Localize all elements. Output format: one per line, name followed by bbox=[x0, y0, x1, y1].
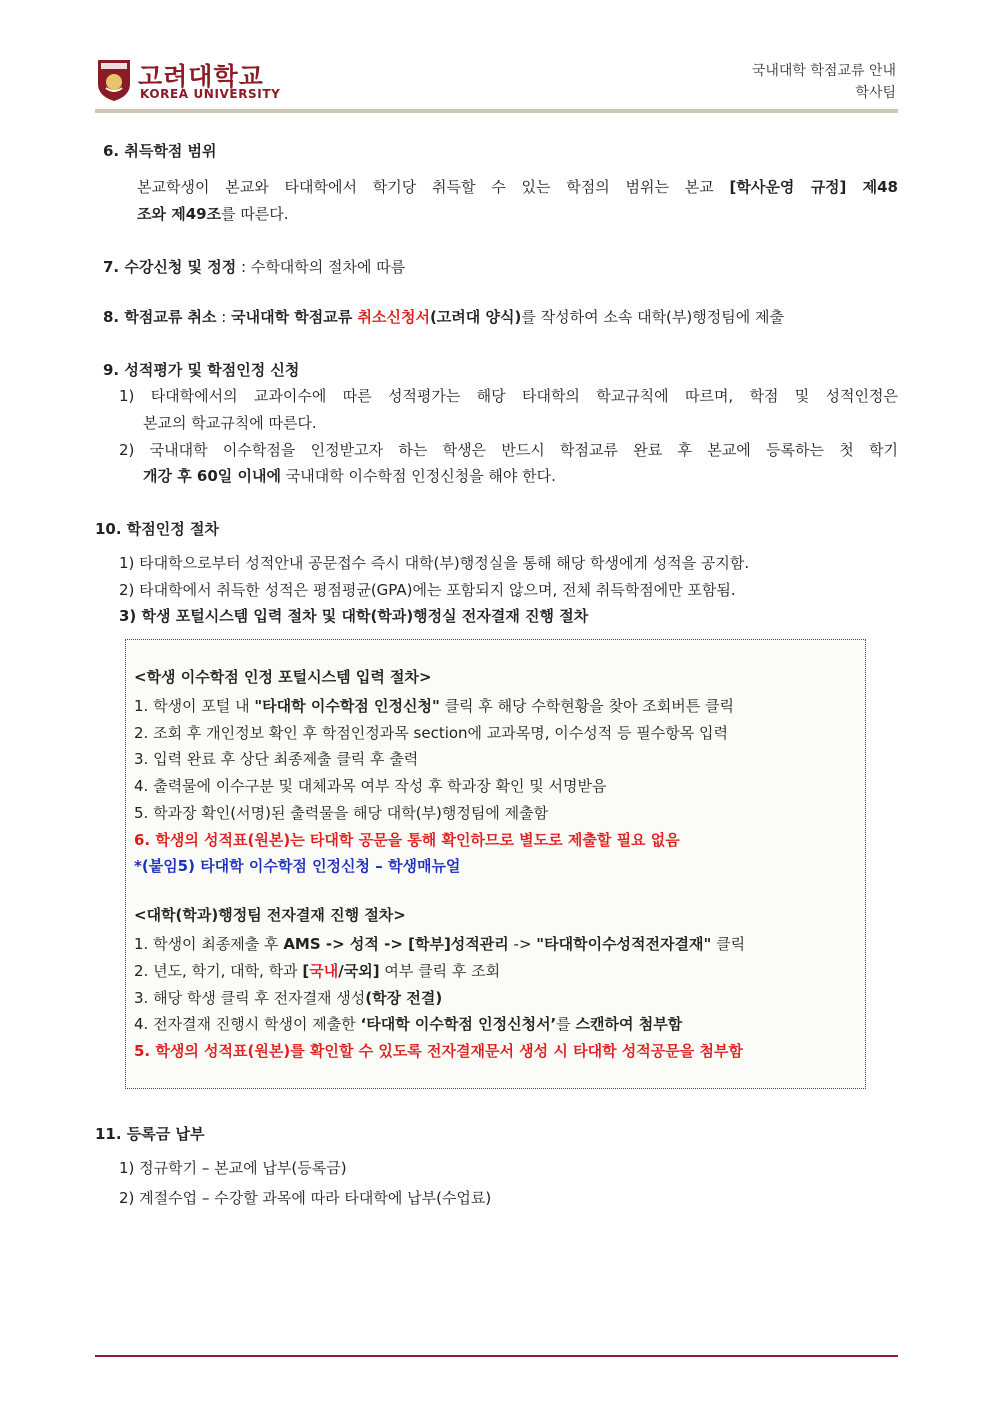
box-student-step-4: 4. 출력물에 이수구분 및 대체과목 여부 작성 후 학과장 확인 및 서명받음 bbox=[134, 777, 607, 795]
section-9-heading: 9. 성적평가 및 학점인정 신청 bbox=[103, 361, 300, 379]
box-student-step-3: 3. 입력 완료 후 상단 최종제출 클릭 후 출력 bbox=[134, 750, 419, 768]
box-student-step-1: 1. 학생이 포털 내 "타대학 이수학점 인정신청" 클릭 후 해당 수학현황을 찾아 조회버튼 클릭 bbox=[134, 697, 734, 715]
box-admin-step-5: 5. 학생의 성적표(원본)를 확인할 수 있도록 전자결재문서 생성 시 타대학 성적공문을 첨부함 bbox=[134, 1042, 743, 1060]
box-admin-approval-title: <대학(학과)행정팀 전자결재 진행 절차> bbox=[134, 906, 406, 924]
section-10-heading: 10. 학점인정 절차 bbox=[95, 520, 219, 538]
section-10-item-3: 3) 학생 포털시스템 입력 절차 및 대학(학과)행정실 전자결재 진행 절차 bbox=[119, 607, 589, 625]
section-6-heading: 6. 취득학점 범위 bbox=[103, 142, 217, 160]
document-title: 국내대학 학점교류 안내 bbox=[751, 63, 896, 79]
box-admin-step-1: 1. 학생이 최종제출 후 AMS -> 성적 -> [학부]성적관리 -> "타대학이수성적전자결재" 클릭 bbox=[134, 935, 746, 953]
section-11-heading: 11. 등록금 납부 bbox=[95, 1125, 205, 1143]
header-divider bbox=[95, 109, 898, 113]
footer-divider bbox=[95, 1355, 898, 1357]
section-7: 7. 수강신청 및 정정 : 수학대학의 절차에 따름 bbox=[103, 258, 406, 276]
section-8: 8. 학점교류 취소 : 국내대학 학점교류 취소신청서(고려대 양식)를 작성하여 소속 대학(부)행정팀에 제출 bbox=[103, 308, 784, 326]
box-student-step-2: 2. 조회 후 개인정보 확인 후 학점인정과목 section에 교과목명, 이수성적 등 필수항목 입력 bbox=[134, 724, 729, 742]
section-9-item-2-line-2: 개강 후 60일 이내에 국내대학 이수학점 인정신청을 해야 한다. bbox=[143, 467, 556, 485]
logo-korean-text: 고려대학교 bbox=[138, 62, 264, 91]
korea-university-emblem-icon bbox=[96, 58, 132, 102]
section-9-item-1-line-2: 본교의 학교규칙에 따른다. bbox=[143, 414, 317, 432]
section-11-item-2: 2) 계절수업 – 수강할 과목에 따라 타대학에 납부(수업료) bbox=[119, 1189, 492, 1207]
box-admin-step-3: 3. 해당 학생 클릭 후 전자결재 생성(학장 전결) bbox=[134, 989, 443, 1007]
box-student-step-5: 5. 학과장 확인(서명)된 출력물을 해당 대학(부)행정팀에 제출함 bbox=[134, 804, 549, 822]
section-6-paragraph-line-2: 조와 제49조를 따른다. bbox=[137, 205, 289, 223]
box-admin-step-4: 4. 전자결재 진행시 학생이 제출한 ‘타대학 이수학점 인정신청서’를 스캔하여 첨부함 bbox=[134, 1015, 683, 1033]
section-11-item-1: 1) 정규학기 – 본교에 납부(등록금) bbox=[119, 1159, 347, 1177]
section-6-paragraph-line-1: 본교학생이 본교와 타대학에서 학기당 취득할 수 있는 학점의 범위는 본교 [학사운영 규정] 제48 bbox=[137, 178, 898, 196]
box-admin-step-2: 2. 년도, 학기, 대학, 학과 [국내/국외] 여부 클릭 후 조회 bbox=[134, 962, 501, 980]
section-10-item-2: 2) 타대학에서 취득한 성적은 평점평균(GPA)에는 포함되지 않으며, 전체 취득학점에만 포함됨. bbox=[119, 581, 736, 599]
department-name: 학사팀 bbox=[855, 85, 896, 101]
section-9-item-2-line-1: 2) 국내대학 이수학점을 인정받고자 하는 학생은 반드시 학점교류 완료 후 본교에 등록하는 첫 학기 bbox=[119, 441, 898, 459]
section-10-item-1: 1) 타대학으로부터 성적안내 공문접수 즉시 대학(부)행정실을 통해 해당 학생에게 성적을 공지함. bbox=[119, 554, 750, 572]
logo-english-text: KOREA UNIVERSITY bbox=[140, 87, 281, 101]
box-student-step-6: 6. 학생의 성적표(원본)는 타대학 공문을 통해 확인하므로 별도로 제출할 필요 없음 bbox=[134, 831, 680, 849]
box-student-portal-title: <학생 이수학점 인정 포털시스템 입력 절차> bbox=[134, 668, 432, 686]
box-student-manual-note: *(붙임5) 타대학 이수학점 인정신청 – 학생매뉴얼 bbox=[134, 857, 461, 875]
section-9-item-1-line-1: 1) 타대학에서의 교과이수에 따른 성적평가는 해당 타대학의 학교규칙에 따르며, 학점 및 성적인정은 bbox=[119, 387, 898, 405]
